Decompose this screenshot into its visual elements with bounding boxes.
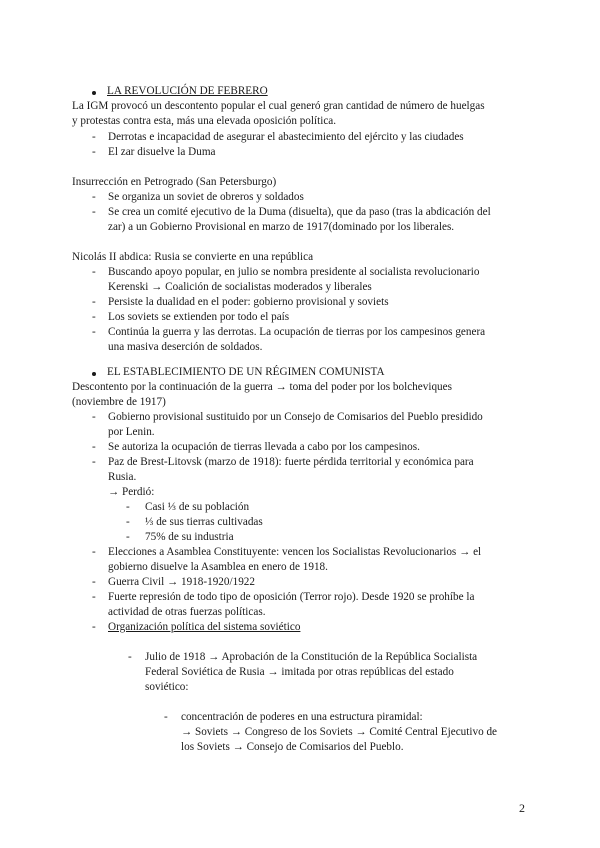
list-item: Se autoriza la ocupación de tierras llevada a cabo por los campesinos. (108, 441, 420, 453)
list-item-continuation: por Lenin. (108, 426, 155, 438)
sub-item: Julio de 1918 → Aprobación de la Constitución de la República Socialista (145, 651, 478, 663)
list-item-continuation: actividad de otras fuerzas políticas. (108, 606, 266, 618)
dash-marker: - (92, 326, 96, 338)
list-item: Paz de Brest-Litovsk (marzo de 1918): fuerte pérdida territorial y económica para (108, 456, 474, 468)
list-item-organizacion: Organización política del sistema soviético (108, 621, 301, 633)
list-item: Elecciones a Asamblea Constituyente: vencen los Socialistas Revolucionarios → el (108, 546, 482, 558)
dash-marker: - (164, 711, 168, 723)
dash-marker: - (92, 296, 96, 308)
list-item: Gobierno provisional sustituido por un Consejo de Comisarios del Pueblo presidido (108, 411, 483, 423)
list-item-continuation: zar) a un Gobierno Provisional en marzo de 1917(dominado por los liberales. (108, 221, 455, 233)
dash-marker: - (92, 411, 96, 423)
list-item: Continúa la guerra y las derrotas. La ocupación de tierras por los campesinos genera (108, 326, 486, 338)
list-item: Se crea un comité ejecutivo de la Duma (disuelta), que da paso (tras la abdicación del (108, 206, 491, 218)
section-heading-febrero: LA REVOLUCIÓN DE FEBRERO (107, 85, 268, 97)
dash-marker: - (92, 311, 96, 323)
dash-marker: - (126, 516, 130, 528)
list-item: Persiste la dualidad en el poder: gobierno provisional y soviets (108, 296, 389, 308)
paragraph-line: (noviembre de 1917) (72, 396, 166, 408)
sub-sub-item: concentración de poderes en una estructura piramidal: (181, 711, 423, 723)
dash-marker: - (92, 266, 96, 278)
dash-marker: - (92, 576, 96, 588)
dash-marker: - (126, 531, 130, 543)
sub-item-continuation: Federal Soviética de Rusia → imitada por otras repúblicas del estado (145, 666, 454, 678)
list-item-continuation: una masiva deserción de soldados. (108, 341, 263, 353)
section-heading-regimen: EL ESTABLECIMIENTO DE UN RÉGIMEN COMUNISTA (107, 366, 385, 378)
sub-sub-item-continuation: los Soviets → Consejo de Comisarios del Pueblo. (181, 741, 404, 753)
dash-marker: - (92, 441, 96, 453)
list-item: Buscando apoyo popular, en julio se nombra presidente al socialista revolucionario (108, 266, 480, 278)
list-item-continuation: Rusia. (108, 471, 137, 483)
list-item: Se organiza un soviet de obreros y soldados (108, 191, 304, 203)
paragraph-line: Nicolás II abdica: Rusia se convierte en una república (72, 251, 314, 263)
sub-item-continuation: soviético: (145, 681, 189, 693)
list-item: Fuerte represión de todo tipo de oposición (Terror rojo). Desde 1920 se prohíbe la (108, 591, 475, 603)
dash-marker: - (128, 651, 132, 663)
bullet-icon (92, 91, 96, 95)
dash-marker: - (92, 546, 96, 558)
paragraph-line: y protestas contra esta, más una elevada oposición política. (72, 115, 337, 127)
dash-marker: - (92, 146, 96, 158)
sub-sub-item-continuation: → Soviets → Congreso de los Soviets → Comité Central Ejecutivo de (181, 726, 498, 738)
dash-marker: - (92, 191, 96, 203)
dash-marker: - (92, 131, 96, 143)
dash-marker: - (126, 501, 130, 513)
list-item: El zar disuelve la Duma (108, 146, 216, 158)
lost-item: ⅓ de sus tierras cultivadas (145, 516, 263, 528)
lost-label: → Perdió: (108, 486, 155, 498)
list-item-continuation: Kerenski → Coalición de socialistas moderados y liberales (108, 281, 372, 293)
paragraph-line: La IGM provocó un descontento popular el cual generó gran cantidad de número de huelgas (72, 100, 485, 112)
paragraph-line: Descontento por la continuación de la guerra → toma del poder por los bolcheviques (72, 381, 452, 393)
bullet-icon (92, 372, 96, 376)
dash-marker: - (92, 591, 96, 603)
page-number: 2 (519, 801, 525, 815)
dash-marker: - (92, 206, 96, 218)
list-item: Los soviets se extienden por todo el país (108, 311, 290, 323)
lost-item: 75% de su industria (145, 531, 234, 543)
dash-marker: - (92, 621, 96, 633)
list-item: Guerra Civil → 1918-1920/1922 (108, 576, 255, 588)
lost-item: Casi ⅓ de su población (145, 501, 250, 513)
list-item: Derrotas e incapacidad de asegurar el abastecimiento del ejército y las ciudades (108, 131, 464, 143)
paragraph-line: Insurrección en Petrogrado (San Petersburgo) (72, 176, 277, 188)
list-item-continuation: gobierno disuelve la Asamblea en enero de 1918. (108, 561, 328, 573)
dash-marker: - (92, 456, 96, 468)
